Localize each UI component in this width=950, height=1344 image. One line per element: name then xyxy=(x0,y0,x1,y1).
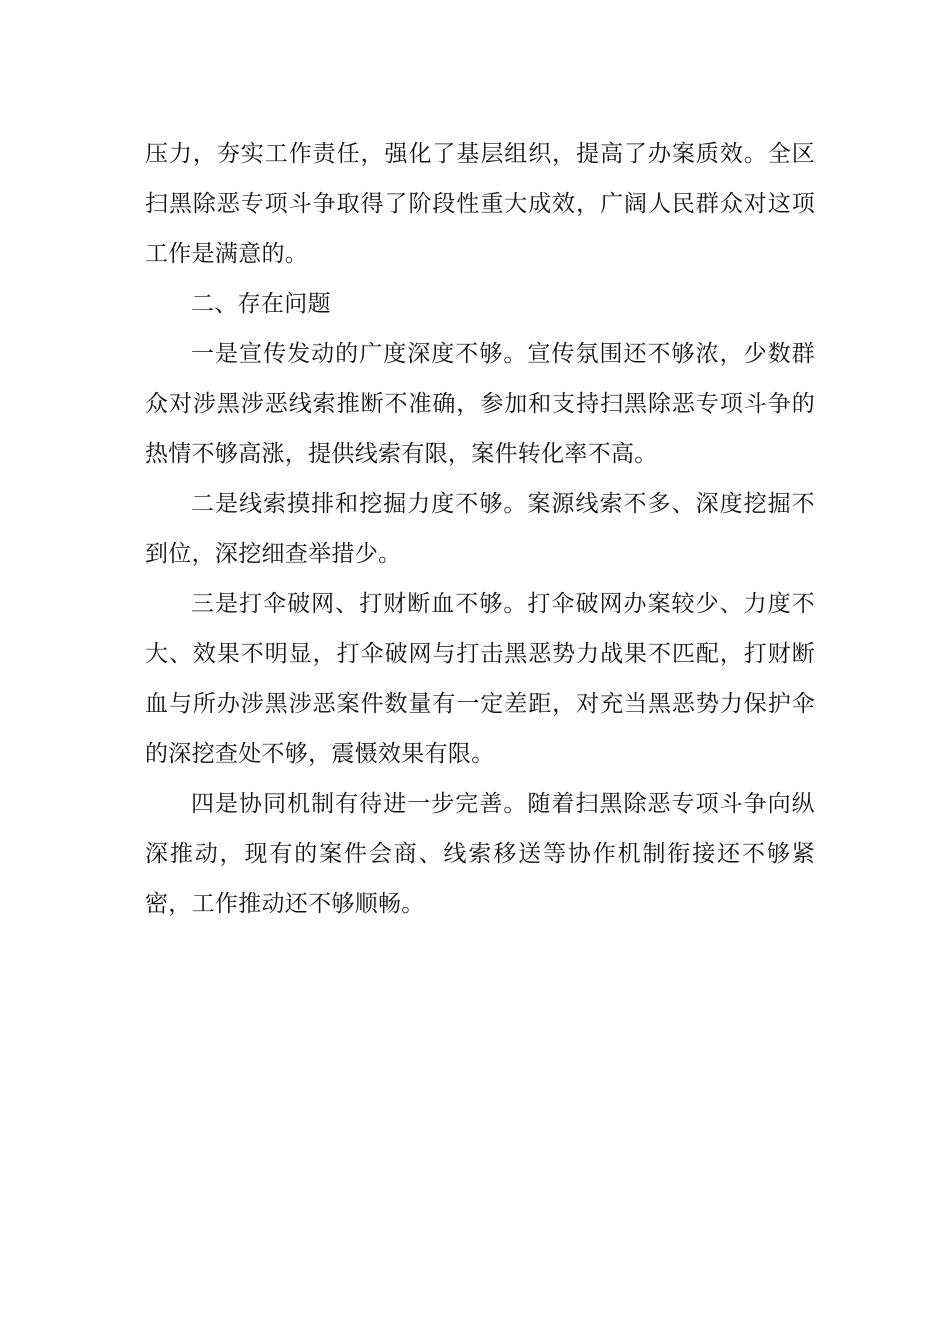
section-heading-problems: 二、存在问题 xyxy=(191,291,331,317)
paragraph-continuation: 压力，夯实工作责任，强化了基层组织，提高了办案质效。全区扫黑除恶专项斗争取得了阶段性重大成效，广阔人民群众对这项工作是满意的。 xyxy=(145,141,815,267)
paragraph-problem-4: 四是协同机制有待进一步完善。随着扫黑除恶专项斗争向纵深推动，现有的案件会商、线索移送等协作机制衔接还不够紧密，工作推动还不够顺畅。 xyxy=(145,791,815,917)
paragraph-problem-3: 三是打伞破网、打财断血不够。打伞破网办案较少、力度不大、效果不明显，打伞破网与打击黑恶势力战果不匹配，打财断血与所办涉黑涉恶案件数量有一定差距，对充当黑恶势力保护伞的深挖查处不够，震慑效果有限。 xyxy=(145,591,815,767)
document-body xyxy=(145,129,815,929)
paragraph-problem-2: 二是线索摸排和挖掘力度不够。案源线索不多、深度挖掘不到位，深挖细查举措少。 xyxy=(145,491,815,567)
paragraph-problem-1: 一是宣传发动的广度深度不够。宣传氛围还不够浓，少数群众对涉黑涉恶线索推断不准确，参加和支持扫黑除恶专项斗争的热情不够高涨，提供线索有限，案件转化率不高。 xyxy=(145,341,815,467)
